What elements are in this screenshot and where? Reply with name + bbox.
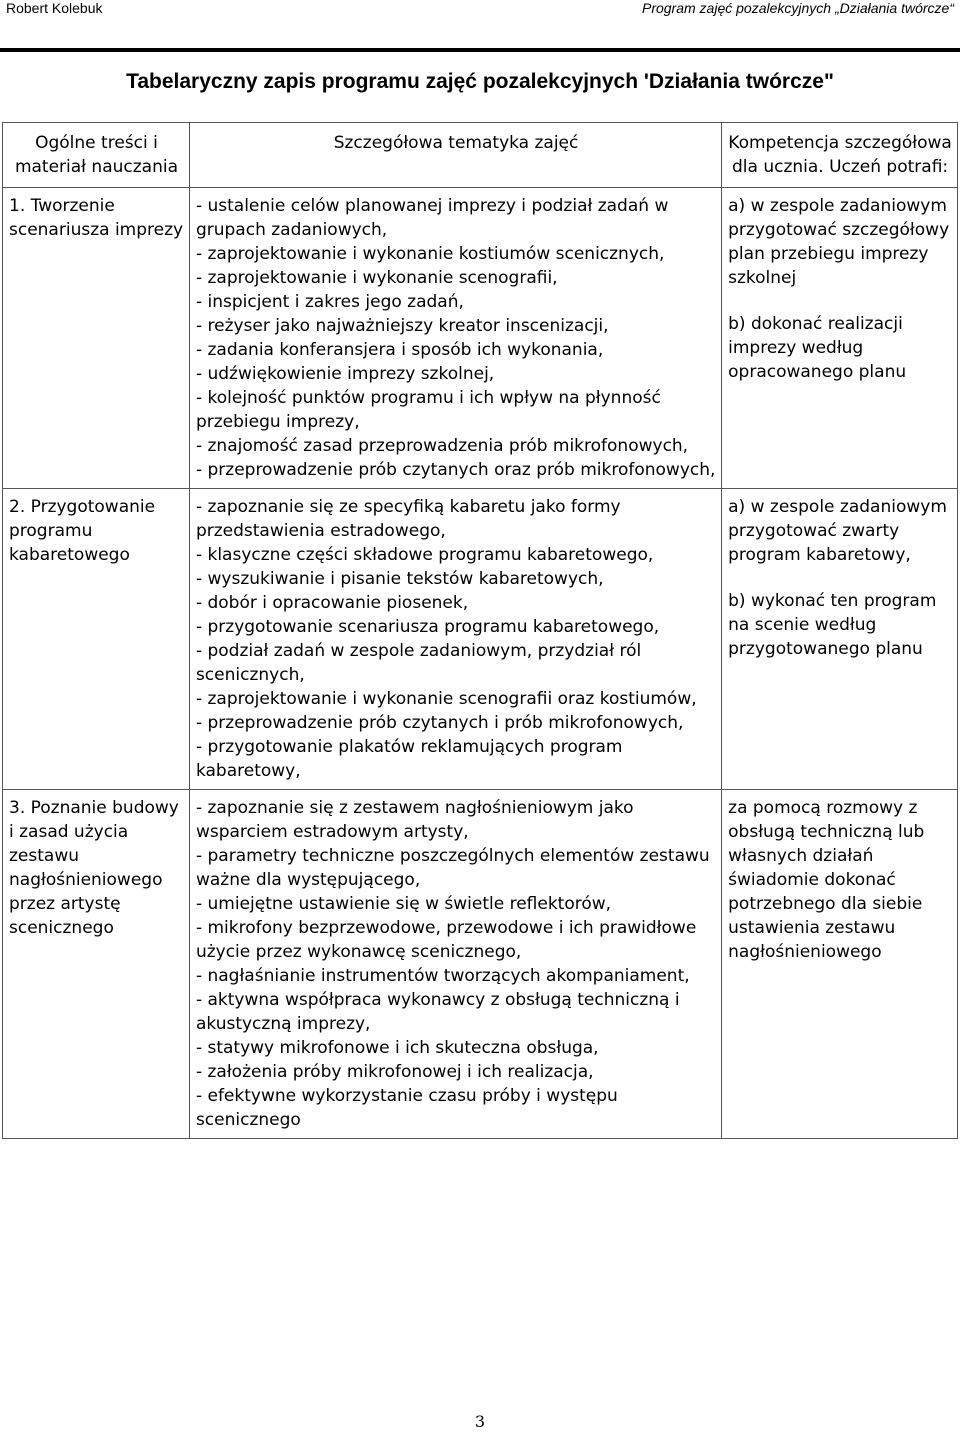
competency-item: b) wykonać ten program na scenie według przygotowanego planu [728,591,937,659]
table-header-row [3,123,958,188]
detail-item: - nagłaśnianie instrumentów tworzących akompaniament, [195,966,690,986]
detail-item: - klasyczne części składowe programu kabaretowego, [195,545,654,565]
detail-item: - wyszukiwanie i pisanie tekstów kabaretowych, [195,569,604,589]
column-header-competencies: Kompetencja szczegółowa dla ucznia. Uczeń potrafi: [722,123,958,188]
detail-item: - zaprojektowanie i wykonanie kostiumów scenicznych, [195,244,665,264]
detail-item: - dobór i opracowanie piosenek, [195,593,469,613]
detail-item: - udźwiękowienie imprezy szkolnej, [195,364,495,384]
detail-item: - podział zadań w zespole zadaniowym, przydział ról scenicznych, [195,641,642,685]
row-competencies [722,188,958,489]
detail-item: - przeprowadzenie prób czytanych oraz prób mikrofonowych, [195,460,716,480]
program-table [2,122,958,1139]
row-topic: 2. Przygotowanie programu kabaretowego [3,489,190,790]
competency-item: za pomocą rozmowy z obsługą techniczną lub własnych działań świadomie dokonać potrzebnego dla siebie ustawienia zestawu nagłośnieniowego [728,798,925,962]
detail-item: - przygotowanie plakatów reklamujących program kabaretowy, [195,737,623,781]
detail-item: - przeprowadzenie prób czytanych i prób mikrofonowych, [195,713,684,733]
detail-item: - zapoznanie się ze specyfiką kabaretu jako formy przedstawienia estradowego, [195,497,621,541]
detail-item: - założenia próby mikrofonowej i ich realizacja, [195,1062,594,1082]
page-number: 3 [474,1412,486,1431]
header-author: Robert Kolebuk [6,0,103,16]
detail-item: - kolejność punktów programu i ich wpływ na płynność przebiegu imprezy, [195,388,661,432]
row-details [189,489,721,790]
detail-item: - parametry techniczne poszczególnych elementów zestawu ważne dla występującego, [195,846,710,890]
detail-item: - zaprojektowanie i wykonanie scenografii, [195,268,558,288]
table-row [3,489,958,790]
detail-item: - zaprojektowanie i wykonanie scenografii oraz kostiumów, [195,689,697,709]
row-competencies [722,489,958,790]
detail-item: - przygotowanie scenariusza programu kabaretowego, [195,617,660,637]
detail-item: - inspicjent i zakres jego zadań, [195,292,464,312]
header-program-name: Program zajęć pozalekcyjnych „Działania twórcze“ [641,0,954,16]
detail-item: - znajomość zasad przeprowadzenia prób mikrofonowych, [195,436,689,456]
table-row [3,790,958,1139]
detail-item: - ustalenie celów planowanej imprezy i podział zadań w grupach zadaniowych, [195,196,669,240]
row-details [189,188,721,489]
detail-item: - zapoznanie się z zestawem nagłośnieniowym jako wsparciem estradowym artysty, [195,798,634,842]
table-row [3,188,958,489]
detail-item: - mikrofony bezprzewodowe, przewodowe i ich prawidłowe użycie przez wykonawcę scenicznego, [195,918,697,962]
competency-item: a) w zespole zadaniowym przygotować szczegółowy plan przebiegu imprezy szkolnej [728,196,950,288]
detail-item: - umiejętne ustawienie się w świetle reflektorów, [195,894,612,914]
header-divider [0,48,960,52]
competency-item: b) dokonać realizacji imprezy według opracowanego planu [728,314,907,382]
detail-item: - efektywne wykorzystanie czasu próby i występu scenicznego [195,1086,618,1130]
page-header [0,0,960,22]
competency-item: a) w zespole zadaniowym przygotować zwarty program kabaretowy, [728,497,947,565]
detail-item: - reżyser jako najważniejszy kreator inscenizacji, [195,316,609,336]
row-details [189,790,721,1139]
detail-item: - statywy mikrofonowe i ich skuteczna obsługa, [195,1038,599,1058]
row-topic: 3. Poznanie budowy i zasad użycia zestawu nagłośnieniowego przez artystę scenicznego [3,790,190,1139]
row-topic: 1. Tworzenie scenariusza imprezy [3,188,190,489]
document-title: Tabelaryczny zapis programu zajęć pozalekcyjnych 'Działania twórcze" [126,70,834,93]
detail-item: - zadania konferansjera i sposób ich wykonania, [195,340,604,360]
detail-item: - aktywna współpraca wykonawcy z obsługą techniczną i akustyczną imprezy, [195,990,680,1034]
column-header-topics: Ogólne treści i materiał nauczania [3,123,190,188]
column-header-details: Szczegółowa tematyka zajęć [189,123,721,188]
row-competencies [722,790,958,1139]
